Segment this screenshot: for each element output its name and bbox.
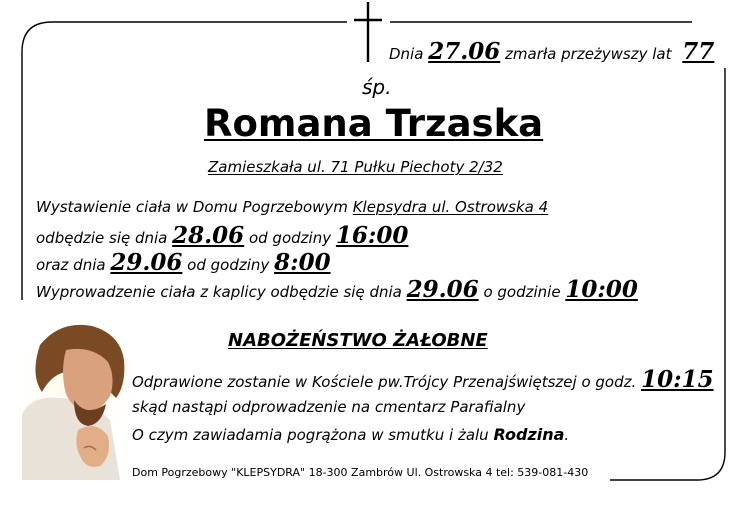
viewing-date-2: 29.06 [110,249,183,276]
deceased-address: Zamieszkała ul. 71 Pułku Piechoty 2/32 [208,158,503,176]
death-date: 27.06 [428,38,501,65]
viewing-hour-text: od godziny [248,229,332,247]
death-date-prefix: Dnia [389,45,424,63]
departure-date: 29.06 [406,276,479,303]
viewing-line-1 [36,198,548,216]
service-heading: NABOŻEŃSTWO ŻAŁOBNE [228,330,488,351]
service-line-3 [132,425,569,444]
viewing-text: Wystawienie ciała w Domu Pogrzebowym [36,198,348,216]
viewing-place: Klepsydra ul. Ostrowska 4 [352,198,549,216]
service-line-1 [132,366,714,393]
viewing-time-1: 16:00 [335,222,409,249]
departure-hour-text: o godzinie [483,283,561,301]
viewing-line-4 [36,276,638,303]
death-age-text: zmarła przeżywszy lat [505,45,672,63]
viewing-line-3 [36,249,331,276]
title-sp: śp. [362,75,392,99]
viewing-line-2 [36,222,408,249]
death-age: 77 [682,38,715,65]
death-info-line [389,38,714,65]
funeral-home-footer: Dom Pogrzebowy "KLEPSYDRA" 18-300 Zambrów Ul. Ostrowska 4 tel: 539-081-430 [132,466,589,479]
departure-time: 10:00 [565,276,638,303]
service-church-text: Odprawione zostanie w Kościele pw.Trójcy Przenajświętszej o godz. [132,373,637,391]
viewing-hour-text-2: od godziny [187,256,270,274]
notice-end: . [564,426,570,444]
viewing-date-1: 28.06 [172,222,245,249]
deceased-name: Romana Trzaska [204,102,544,145]
notice-text: O czym zawiadamia pogrążona w smutku i żalu [132,426,489,444]
viewing-day-text: odbędzie się dnia [36,229,168,247]
family-signature: Rodzina [493,425,565,444]
service-line-2: skąd nastąpi odprowadzenie na cmentarz Parafialny [132,398,526,416]
viewing-time-2: 8:00 [274,249,331,276]
departure-text: Wyprowadzenie ciała z kaplicy odbędzie się dnia [36,283,402,301]
service-time: 10:15 [641,366,714,393]
viewing-day-text-2: oraz dnia [36,256,106,274]
